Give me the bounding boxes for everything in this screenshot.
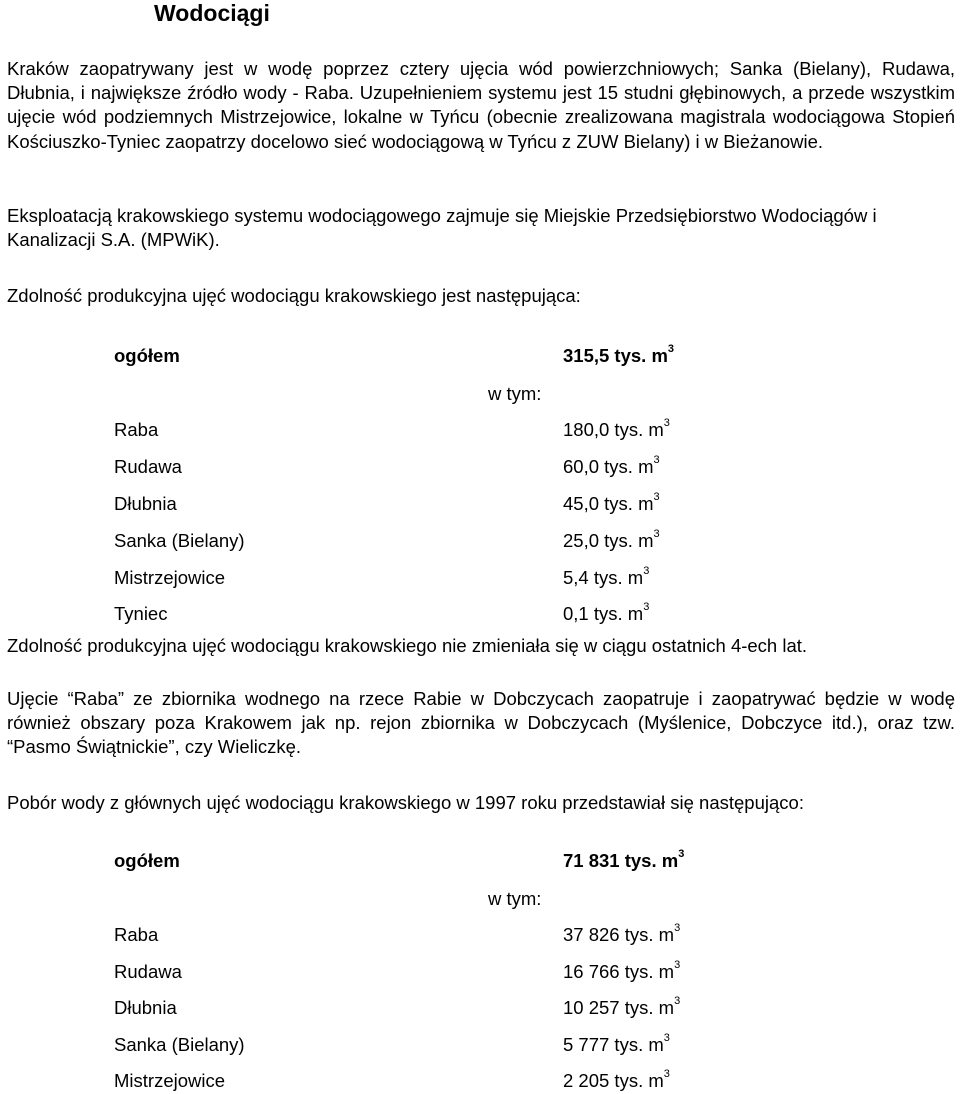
capacity-row-label: Tyniec xyxy=(114,603,168,624)
intake-row-label: Raba xyxy=(114,924,159,945)
capacity-row-value: 25,0 tys. $m^3$ xyxy=(563,527,660,551)
capacity-row-label: Mistrzejowice xyxy=(114,567,226,588)
capacity-total-label: ogółem xyxy=(114,345,180,366)
intake-total-value: 71 831 tys. $m^3$ xyxy=(563,847,685,871)
capacity-row-value: 45,0 tys. $m^3$ xyxy=(563,490,660,514)
capacity-row-value: 180,0 tys. $m^3$ xyxy=(563,416,670,440)
intake-row-value: 37 826 tys. $m^3$ xyxy=(563,921,681,945)
intake-row xyxy=(7,1068,955,1094)
intake-intro-paragraph: Pobór wody z głównych ujęć wodociągu krakowskiego w 1997 roku przedstawiał się następująco: xyxy=(7,792,804,813)
capacity-row xyxy=(7,565,955,591)
capacity-row-label: Rudawa xyxy=(114,456,182,477)
intake-row-value: 10 257 tys. $m^3$ xyxy=(563,994,681,1018)
intake-row-label: Mistrzejowice xyxy=(114,1070,226,1091)
capacity-row-label: Raba xyxy=(114,419,159,440)
capacity-row-value: 60,0 tys. $m^3$ xyxy=(563,453,660,477)
capacity-row-value: 5,4 tys. $m^3$ xyxy=(563,564,650,588)
capacity-row xyxy=(7,417,955,443)
intake-row xyxy=(7,995,955,1021)
intake-subtotal-label: w tym: xyxy=(488,888,542,909)
capacity-total-value: 315,5 tys. $m^3$ xyxy=(563,342,675,366)
intake-row-label: Sanka (Bielany) xyxy=(114,1034,245,1055)
capacity-subtotal-label: w tym: xyxy=(488,383,542,404)
intake-total-label: ogółem xyxy=(114,850,180,871)
intake-row-value: 16 766 tys. $m^3$ xyxy=(563,958,681,982)
intake-total-row xyxy=(7,848,955,874)
intake-row xyxy=(7,959,955,985)
capacity-total-row xyxy=(7,343,955,369)
intake-row-value: 2 205 tys. $m^3$ xyxy=(563,1067,670,1091)
capacity-row xyxy=(7,601,955,627)
capacity-row-value: 0,1 tys. $m^3$ xyxy=(563,600,650,624)
capacity-note-paragraph: Zdolność produkcyjna ujęć wodociągu krakowskiego nie zmieniała się w ciągu ostatnich 4-ech lat. xyxy=(7,635,808,656)
intake-row xyxy=(7,922,955,948)
intake-row xyxy=(7,1032,955,1058)
page-title: Wodociągi xyxy=(154,0,270,26)
capacity-row xyxy=(7,454,955,480)
intake-row-label: Dłubnia xyxy=(114,997,177,1018)
capacity-row xyxy=(7,528,955,554)
operator-paragraph: Eksploatacją krakowskiego systemu wodociągowego zajmuje się Miejskie Przedsiębiorstwo Wodociągów i Kanalizacji S.A. (MPWiK). xyxy=(7,205,877,251)
capacity-row-label: Sanka (Bielany) xyxy=(114,530,245,551)
intake-row-value: 5 777 tys. $m^3$ xyxy=(563,1031,670,1055)
capacity-row-label: Dłubnia xyxy=(114,493,177,514)
raba-paragraph: Ujęcie “Raba” ze zbiornika wodnego na rzece Rabie w Dobczycach zaopatruje i zaopatrywać będzie w wodę również obszary poza Krakowem jak np. rejon zbiornika w Dobczycach (Myślenice, Dobczyce itd.), oraz tzw. “Pasmo Świątnickie”, czy Wieliczkę. xyxy=(7,688,955,758)
intake-row-label: Rudawa xyxy=(114,961,182,982)
capacity-intro-paragraph: Zdolność produkcyjna ujęć wodociągu krakowskiego jest następująca: xyxy=(7,285,581,306)
capacity-row xyxy=(7,491,955,517)
intro-paragraph: Kraków zaopatrywany jest w wodę poprzez cztery ujęcia wód powierzchniowych; Sanka (Bielany), Rudawa, Dłubnia, i największe źródło wody - Raba. Uzupełnieniem systemu jest 15 studni głębinowych, a przede wszystkim ujęcie wód podziemnych Mistrzejowice, lokalne w Tyńcu (obecnie zrealizowana magistrala wodociągowa Stopień Kościuszko-Tyniec zaopatrzy docelowo sieć wodociągową w Tyńcu z ZUW Bielany) i w Bieżanowie. xyxy=(7,58,955,152)
